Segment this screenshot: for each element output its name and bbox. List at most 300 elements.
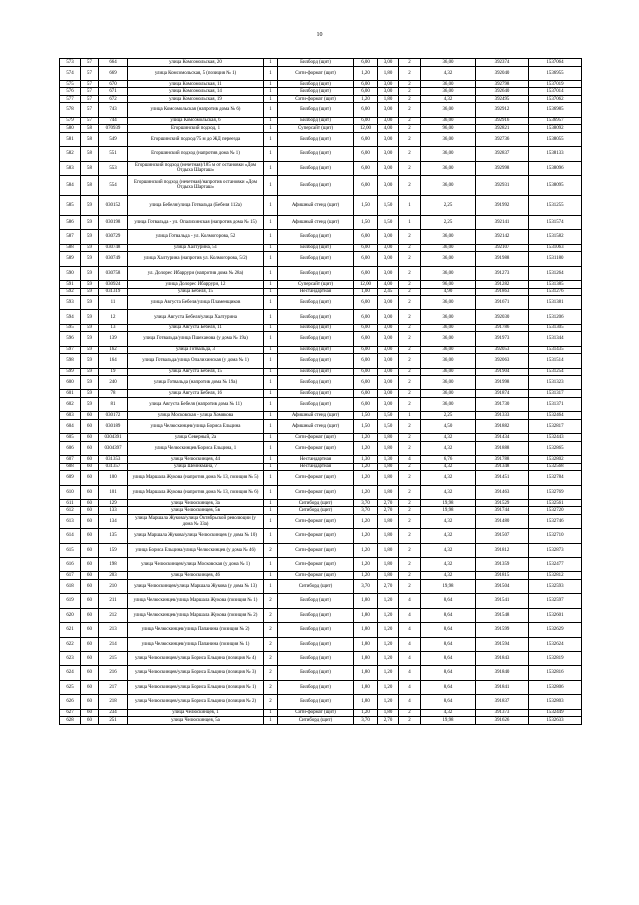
cell-area: 36,00 — [421, 296, 476, 310]
cell-surface-count: 1 — [399, 195, 421, 215]
cell-district-code: 60 — [81, 717, 99, 725]
cell-coord-x: 392798 — [476, 80, 529, 88]
cell-row-number: 589 — [60, 252, 81, 266]
cell-structure-id: 164 — [99, 354, 128, 368]
cell-district-code: 60 — [81, 666, 99, 680]
table-row — [60, 623, 582, 637]
cell-coord-y: 1532464 — [529, 412, 582, 420]
cell-structure-type: Сити-формат (щит) — [278, 529, 354, 543]
cell-area: 4,32 — [421, 558, 476, 572]
cell-width: 6,00 — [354, 296, 378, 310]
cell-row-number: 575 — [60, 80, 81, 88]
cell-side-count: 2 — [264, 695, 278, 709]
cell-coord-x: 391548 — [476, 608, 529, 622]
cell-side-count: 1 — [264, 717, 278, 725]
cell-structure-type: Билборд (щит) — [278, 310, 354, 324]
cell-structure-type: Билборд (щит) — [278, 244, 354, 252]
cell-structure-id: 030729 — [99, 230, 128, 244]
table-row — [60, 88, 582, 96]
table-row — [60, 95, 582, 103]
cell-side-count: 1 — [264, 390, 278, 398]
table-row — [60, 266, 582, 280]
cell-width: 1,50 — [354, 412, 378, 420]
table-row — [60, 147, 582, 161]
cell-height: 1,50 — [378, 215, 399, 229]
cell-side-count: 1 — [264, 397, 278, 411]
cell-side-count: 1 — [264, 558, 278, 572]
page-number: 10 — [316, 32, 323, 38]
cell-height: 3,00 — [378, 175, 399, 195]
cell-side-count: 1 — [264, 215, 278, 229]
cell-coord-y: 1531514 — [529, 354, 582, 368]
cell-address: улица Халтурина (напротив ул. Колмогорова, 5/2) — [128, 252, 264, 266]
cell-surface-count: 4 — [399, 651, 421, 665]
cell-address: улица Августа Бебеля (напротив дома № 11) — [128, 397, 264, 411]
cell-row-number: 582 — [60, 147, 81, 161]
cell-structure-id: 030924 — [99, 281, 128, 289]
cell-width: 3,70 — [354, 507, 378, 515]
cell-surface-count: 2 — [399, 572, 421, 580]
cell-row-number: 592 — [60, 288, 81, 296]
cell-structure-id: 139 — [99, 332, 128, 346]
cell-address: улица Комсомольская (напротив дома № 6) — [128, 103, 264, 117]
cell-coord-x: 391843 — [476, 651, 529, 665]
cell-side-count: 1 — [264, 147, 278, 161]
table-row — [60, 651, 582, 665]
table-row — [60, 543, 582, 557]
cell-area: 4,32 — [421, 471, 476, 485]
cell-side-count: 1 — [264, 485, 278, 499]
cell-structure-id: 78 — [99, 390, 128, 398]
cell-district-code: 59 — [81, 266, 99, 280]
table-row — [60, 608, 582, 622]
cell-coord-y: 1532769 — [529, 485, 582, 499]
cell-height: 1,80 — [378, 485, 399, 499]
table-row — [60, 572, 582, 580]
cell-district-code: 60 — [81, 412, 99, 420]
cell-width: 1,80 — [354, 594, 378, 608]
cell-coord-y: 1531254 — [529, 368, 582, 376]
cell-structure-type: Билборд (щит) — [278, 230, 354, 244]
cell-height: 3,00 — [378, 230, 399, 244]
cell-area: 36,00 — [421, 354, 476, 368]
cell-width: 6,00 — [354, 244, 378, 252]
cell-coord-x: 391730 — [476, 397, 529, 411]
cell-district-code: 59 — [81, 244, 99, 252]
cell-width: 1,80 — [354, 666, 378, 680]
cell-width: 6,00 — [354, 368, 378, 376]
cell-surface-count: 2 — [399, 441, 421, 455]
cell-structure-type: Билборд (щит) — [278, 651, 354, 665]
cell-row-number: 573 — [60, 59, 81, 67]
cell-structure-type: Билборд (щит) — [278, 161, 354, 175]
cell-surface-count: 2 — [399, 390, 421, 398]
cell-structure-type: Билборд (щит) — [278, 346, 354, 354]
table-row — [60, 175, 582, 195]
cell-height: 1,20 — [378, 651, 399, 665]
table-row — [60, 717, 582, 725]
cell-width: 3,70 — [354, 579, 378, 593]
cell-row-number: 608 — [60, 463, 81, 471]
cell-surface-count: 4 — [399, 594, 421, 608]
cell-area: 36,00 — [421, 117, 476, 125]
cell-surface-count: 4 — [399, 456, 421, 464]
cell-coord-x: 392030 — [476, 310, 529, 324]
cell-structure-id: 664 — [99, 59, 128, 67]
cell-surface-count: 2 — [399, 709, 421, 717]
cell-district-code: 58 — [81, 161, 99, 175]
cell-district-code: 59 — [81, 332, 99, 346]
table-row — [60, 441, 582, 455]
cell-structure-id: 203 — [99, 572, 128, 580]
cell-row-number: 594 — [60, 310, 81, 324]
cell-structure-id: 030172 — [99, 412, 128, 420]
cell-width: 6,00 — [354, 310, 378, 324]
cell-address: улица Халтурина, 51 — [128, 244, 264, 252]
cell-side-count: 1 — [264, 514, 278, 528]
cell-height: 1,80 — [378, 441, 399, 455]
cell-district-code: 59 — [81, 296, 99, 310]
cell-structure-id: 101 — [99, 485, 128, 499]
cell-coord-y: 1532710 — [529, 529, 582, 543]
cell-width: 3,70 — [354, 717, 378, 725]
cell-address: улица Челюскинцев/улица Папанина (позиция № 1) — [128, 637, 264, 651]
cell-row-number: 611 — [60, 499, 81, 507]
cell-area: 36,00 — [421, 376, 476, 390]
cell-area: 36,00 — [421, 103, 476, 117]
cell-surface-count: 2 — [399, 244, 421, 252]
cell-coord-x: 392374 — [476, 59, 529, 67]
cell-coord-x: 391451 — [476, 471, 529, 485]
cell-structure-type: Билборд (щит) — [278, 132, 354, 146]
cell-row-number: 610 — [60, 485, 81, 499]
table-row — [60, 103, 582, 117]
cell-side-count: 1 — [264, 88, 278, 96]
cell-structure-type: Сити-формат (щит) — [278, 471, 354, 485]
cell-structure-type: Билборд (щит) — [278, 368, 354, 376]
cell-row-number: 609 — [60, 471, 81, 485]
cell-width: 1,20 — [354, 558, 378, 572]
cell-coord-x: 391373 — [476, 709, 529, 717]
cell-row-number: 612 — [60, 507, 81, 515]
cell-coord-x: 391988 — [476, 252, 529, 266]
cell-width: 6,00 — [354, 354, 378, 368]
cell-district-code: 59 — [81, 252, 99, 266]
cell-area: 4,90 — [421, 288, 476, 296]
cell-address: улица Бориса Ельцина/улица Челюскинцев (у дома № 46) — [128, 543, 264, 557]
cell-district-code: 60 — [81, 637, 99, 651]
cell-side-count: 2 — [264, 608, 278, 622]
cell-district-code: 60 — [81, 463, 99, 471]
cell-structure-type: Нестандартная — [278, 288, 354, 296]
cell-row-number: 606 — [60, 441, 81, 455]
table-row — [60, 419, 582, 433]
cell-coord-y: 1538096 — [529, 161, 582, 175]
cell-coord-y: 1532443 — [529, 434, 582, 442]
cell-side-count: 1 — [264, 376, 278, 390]
table-row — [60, 368, 582, 376]
cell-height: 3,00 — [378, 88, 399, 96]
cell-coord-y: 1532597 — [529, 594, 582, 608]
cell-coord-x: 391529 — [476, 499, 529, 507]
cell-structure-type: Билборд (щит) — [278, 88, 354, 96]
cell-structure-type: Билборд (щит) — [278, 252, 354, 266]
cell-address: улица Челюскинцев, 44 — [128, 456, 264, 464]
cell-width: 1,50 — [354, 195, 378, 215]
table-row — [60, 397, 582, 411]
table-row — [60, 558, 582, 572]
cell-area: 8,64 — [421, 637, 476, 651]
cell-area: 36,00 — [421, 390, 476, 398]
cell-surface-count: 2 — [399, 59, 421, 67]
cell-address: улица Маршала Жукова/улица Челюскинцев (у дома № 10) — [128, 529, 264, 543]
cell-row-number: 596 — [60, 332, 81, 346]
cell-coord-x: 392736 — [476, 132, 529, 146]
table-row — [60, 695, 582, 709]
cell-width: 1,80 — [354, 651, 378, 665]
cell-width: 6,00 — [354, 346, 378, 354]
cell-structure-id: 214 — [99, 637, 128, 651]
cell-coord-y: 1538055 — [529, 132, 582, 146]
advertising-structures-table — [59, 58, 582, 725]
cell-structure-id: 13 — [99, 324, 128, 332]
cell-side-count: 1 — [264, 281, 278, 289]
cell-structure-id: 240 — [99, 376, 128, 390]
cell-area: 36,00 — [421, 346, 476, 354]
cell-width: 6,00 — [354, 397, 378, 411]
cell-width: 6,00 — [354, 266, 378, 280]
cell-structure-id: 134 — [99, 514, 128, 528]
cell-structure-id: 070939 — [99, 125, 128, 133]
cell-height: 2,45 — [378, 288, 399, 296]
cell-area: 19,98 — [421, 717, 476, 725]
cell-district-code: 57 — [81, 117, 99, 125]
cell-structure-type: Билборд (щит) — [278, 103, 354, 117]
cell-coord-y: 1531276 — [529, 288, 582, 296]
cell-coord-y: 1536955 — [529, 66, 582, 80]
cell-height: 1,50 — [378, 419, 399, 433]
cell-coord-x: 392063 — [476, 354, 529, 368]
cell-row-number: 607 — [60, 456, 81, 464]
table-row — [60, 507, 582, 515]
cell-surface-count: 2 — [399, 281, 421, 289]
cell-height: 3,00 — [378, 332, 399, 346]
cell-height: 1,20 — [378, 637, 399, 651]
table-row — [60, 117, 582, 125]
cell-height: 3,00 — [378, 296, 399, 310]
table-row — [60, 346, 582, 354]
cell-coord-x: 392141 — [476, 215, 529, 229]
cell-area: 8,64 — [421, 623, 476, 637]
cell-width: 6,00 — [354, 376, 378, 390]
cell-structure-id: 211 — [99, 594, 128, 608]
cell-structure-id: 549 — [99, 132, 128, 146]
cell-coord-x: 391837 — [476, 695, 529, 709]
cell-width: 1,20 — [354, 543, 378, 557]
cell-width: 1,20 — [354, 66, 378, 80]
cell-structure-id: 198 — [99, 558, 128, 572]
cell-height: 1,20 — [378, 695, 399, 709]
cell-structure-id: 670 — [99, 80, 128, 88]
cell-address: улица Челюскинцев/улица Маршала Жукова (позиция № 2) — [128, 608, 264, 622]
cell-district-code: 60 — [81, 419, 99, 433]
cell-surface-count: 2 — [399, 717, 421, 725]
cell-address: улица Готвальда, 3 — [128, 346, 264, 354]
cell-coord-y: 1532593 — [529, 579, 582, 593]
cell-address: улица Челюскинцев, 1 — [128, 709, 264, 717]
cell-coord-x: 391671 — [476, 296, 529, 310]
cell-coord-y: 1531381 — [529, 296, 582, 310]
table-row — [60, 244, 582, 252]
cell-side-count: 1 — [264, 125, 278, 133]
cell-coord-x: 392107 — [476, 244, 529, 252]
cell-coord-y: 1532806 — [529, 680, 582, 694]
table-row — [60, 288, 582, 296]
cell-district-code: 58 — [81, 175, 99, 195]
cell-address: улица Августа Бебеля/улица Халтурина — [128, 310, 264, 324]
cell-area: 4,32 — [421, 434, 476, 442]
cell-side-count: 2 — [264, 651, 278, 665]
cell-side-count: 1 — [264, 456, 278, 464]
cell-row-number: 588 — [60, 244, 81, 252]
cell-width: 6,00 — [354, 103, 378, 117]
cell-structure-type: Сити-формат (щит) — [278, 543, 354, 557]
cell-height: 1,80 — [378, 543, 399, 557]
cell-structure-type: Ситиборд (щит) — [278, 579, 354, 593]
table-row — [60, 376, 582, 390]
cell-structure-id: 030748 — [99, 244, 128, 252]
cell-side-count: 1 — [264, 507, 278, 515]
cell-width: 6,00 — [354, 252, 378, 266]
cell-surface-count: 2 — [399, 332, 421, 346]
cell-address: улица Готвальда - ул. Колмогорова, 52 — [128, 230, 264, 244]
cell-structure-id: 159 — [99, 543, 128, 557]
cell-structure-type: Ситиборд (щит) — [278, 499, 354, 507]
cell-structure-type: Билборд (щит) — [278, 695, 354, 709]
cell-structure-id: 11 — [99, 296, 128, 310]
cell-area: 36,00 — [421, 230, 476, 244]
cell-coord-y: 1531264 — [529, 266, 582, 280]
table-row — [60, 471, 582, 485]
cell-address: улица Челюскинцев/улица Бориса Ельцина — [128, 419, 264, 433]
cell-area: 19,98 — [421, 499, 476, 507]
cell-coord-x: 391594 — [476, 637, 529, 651]
cell-surface-count: 2 — [399, 95, 421, 103]
cell-side-count: 1 — [264, 709, 278, 717]
cell-surface-count: 2 — [399, 463, 421, 471]
cell-height: 1,80 — [378, 463, 399, 471]
table-row — [60, 354, 582, 368]
cell-district-code: 60 — [81, 695, 99, 709]
cell-area: 36,00 — [421, 161, 476, 175]
cell-address: улица Комсомольская, 6 — [128, 117, 264, 125]
cell-structure-type: Афишный стенд (щит) — [278, 215, 354, 229]
cell-side-count: 1 — [264, 59, 278, 67]
cell-structure-type: Ситиборд (щит) — [278, 507, 354, 515]
cell-width: 1,20 — [354, 529, 378, 543]
cell-address: улица Челюскинцев/улица Папанина (позиция № 2) — [128, 623, 264, 637]
cell-surface-count: 4 — [399, 680, 421, 694]
cell-district-code: 59 — [81, 376, 99, 390]
cell-structure-id: 217 — [99, 680, 128, 694]
cell-coord-y: 1531582 — [529, 230, 582, 244]
cell-coord-x: 391333 — [476, 412, 529, 420]
cell-coord-y: 1532802 — [529, 456, 582, 464]
cell-height: 3,00 — [378, 354, 399, 368]
table-row — [60, 709, 582, 717]
cell-coord-y: 1531206 — [529, 310, 582, 324]
cell-district-code: 60 — [81, 623, 99, 637]
cell-height: 1,80 — [378, 434, 399, 442]
cell-address: улица Готвальда/улица Пшеханова (у дома № 19а) — [128, 332, 264, 346]
table-row — [60, 66, 582, 80]
cell-side-count: 1 — [264, 296, 278, 310]
cell-surface-count: 4 — [399, 623, 421, 637]
cell-area: 36,00 — [421, 80, 476, 88]
cell-surface-count: 2 — [399, 346, 421, 354]
cell-coord-x: 392640 — [476, 88, 529, 96]
cell-row-number: 618 — [60, 579, 81, 593]
cell-side-count: 1 — [264, 471, 278, 485]
cell-row-number: 613 — [60, 514, 81, 528]
cell-coord-x: 391882 — [476, 419, 529, 433]
cell-address: улица Челюскинцев/улица Бориса Ельцина (позиция № 3) — [128, 666, 264, 680]
cell-district-code: 58 — [81, 147, 99, 161]
cell-side-count: 1 — [264, 441, 278, 455]
cell-coord-x: 391786 — [476, 324, 529, 332]
cell-coord-x: 392821 — [476, 125, 529, 133]
cell-area: 2,25 — [421, 412, 476, 420]
cell-width: 1,20 — [354, 471, 378, 485]
cell-coord-y: 1532629 — [529, 623, 582, 637]
cell-structure-id: 672 — [99, 95, 128, 103]
cell-coord-x: 391992 — [476, 195, 529, 215]
cell-structure-type: Билборд (щит) — [278, 324, 354, 332]
cell-structure-type: Суперсайт (щит) — [278, 125, 354, 133]
cell-side-count: 1 — [264, 499, 278, 507]
cell-row-number: 615 — [60, 543, 81, 557]
cell-row-number: 579 — [60, 117, 81, 125]
cell-row-number: 580 — [60, 125, 81, 133]
cell-height: 3,00 — [378, 147, 399, 161]
cell-address: улица Северный, 2а — [128, 434, 264, 442]
cell-row-number: 595 — [60, 324, 81, 332]
cell-coord-y: 1538095 — [529, 175, 582, 195]
cell-area: 19,98 — [421, 579, 476, 593]
cell-side-count: 1 — [264, 419, 278, 433]
cell-area: 36,00 — [421, 252, 476, 266]
cell-structure-type: Афишный стенд (щит) — [278, 419, 354, 433]
cell-height: 3,00 — [378, 324, 399, 332]
cell-side-count: 1 — [264, 132, 278, 146]
cell-coord-x: 391863 — [476, 288, 529, 296]
cell-area: 36,00 — [421, 88, 476, 96]
cell-width: 1,20 — [354, 709, 378, 717]
cell-district-code: 59 — [81, 368, 99, 376]
cell-width: 1,20 — [354, 434, 378, 442]
cell-address: Егоршинский подход (нечетная)/185 м от остановки «Дом Отдыха Шарташ» — [128, 161, 264, 175]
cell-surface-count: 2 — [399, 117, 421, 125]
cell-structure-id: 553 — [99, 161, 128, 175]
cell-row-number: 598 — [60, 354, 81, 368]
cell-coord-x: 391815 — [476, 572, 529, 580]
cell-district-code: 59 — [81, 310, 99, 324]
cell-row-number: 587 — [60, 230, 81, 244]
cell-row-number: 602 — [60, 397, 81, 411]
table-row — [60, 324, 582, 332]
cell-area: 36,00 — [421, 397, 476, 411]
cell-side-count: 1 — [264, 346, 278, 354]
